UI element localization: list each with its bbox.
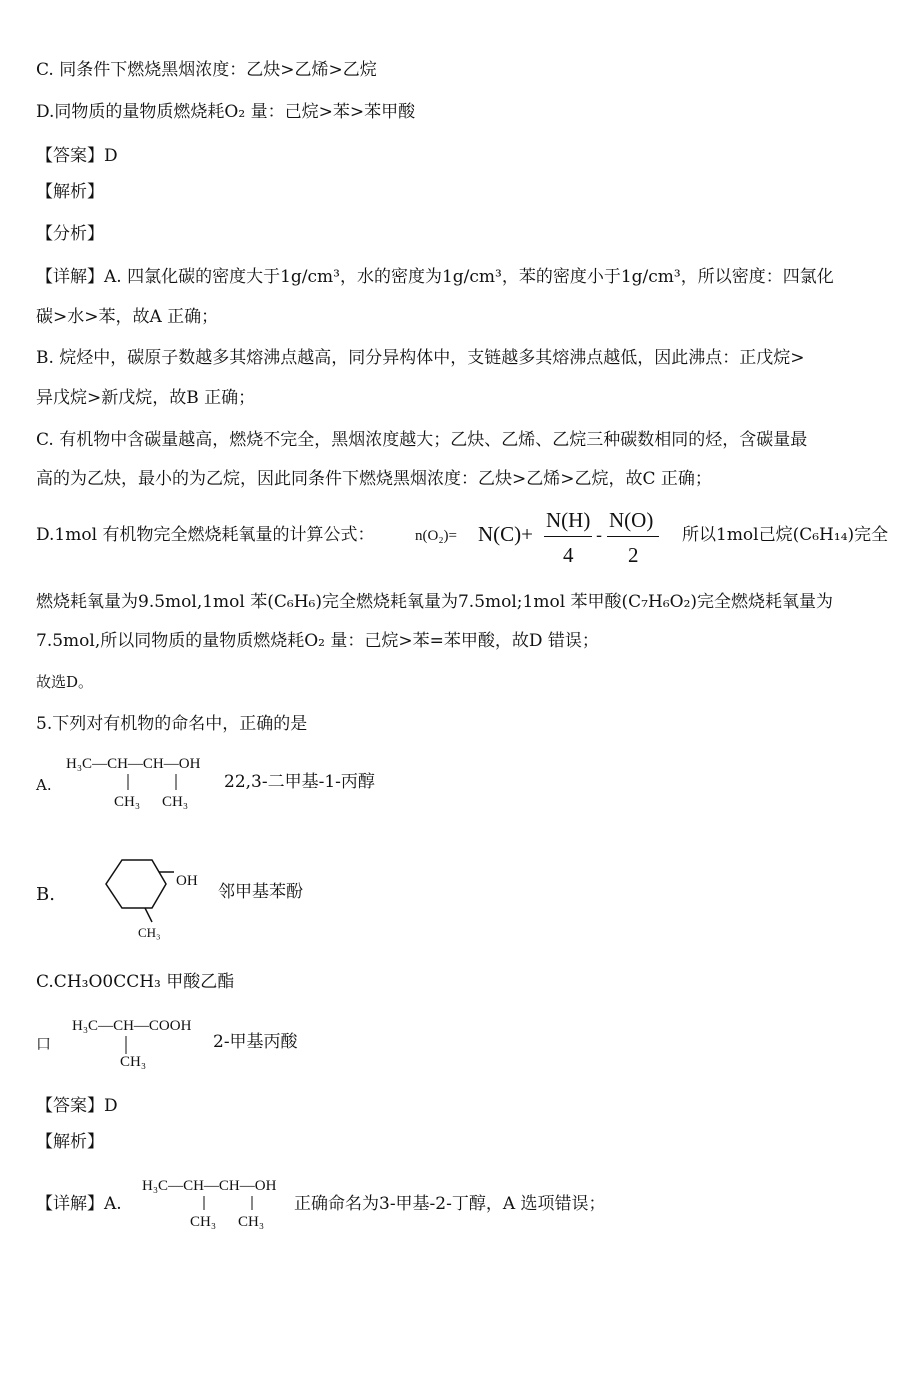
- methyl-1-text: CH₃: [114, 794, 141, 810]
- option-c-text: C. 同条件下燃烧黑烟浓度：乙炔>乙烯>乙烷: [36, 60, 377, 80]
- detail-b-line2: 异戊烷>新戊烷，故B 正确；: [36, 388, 256, 408]
- fenxi-heading: 【分析】: [36, 224, 104, 244]
- option-b-name: 邻甲基苯酚: [218, 882, 303, 902]
- detail-c-line2: 高的为乙炔，最小的为乙烷，因此同条件下燃烧黑烟浓度：乙炔>乙烯>乙烷，故C 正确；: [36, 469, 712, 489]
- methyl-2-text: CH₃: [162, 794, 189, 810]
- detail2-suffix: 正确命名为3-甲基-2-丁醇，A 选项错误；: [294, 1194, 606, 1214]
- chain-main-text: H₃C—CH—CH—OH: [66, 756, 201, 772]
- methyl-bond: [145, 908, 152, 922]
- analysis2-heading: 【解析】: [36, 1132, 104, 1152]
- detail2-structure: [138, 1172, 308, 1232]
- detail-d-suffix: 所以1mol己烷(C₆H₁₄)完全: [682, 525, 889, 545]
- oh-text: OH: [176, 873, 198, 889]
- question-5: 5.下列对有机物的命名中，正确的是: [36, 714, 308, 734]
- fraction-1-denominator: 4: [563, 543, 574, 567]
- formula-lhs: n(O₂)=: [415, 528, 458, 544]
- fraction-2-numerator: N(O): [609, 508, 654, 532]
- fraction-2-denominator: 2: [628, 543, 639, 567]
- option-a-label: A.: [36, 776, 52, 794]
- formula-nc: N(C)+: [478, 522, 534, 546]
- cyclohexane-ring: [106, 860, 166, 908]
- answer2-heading: 【答案】D: [36, 1096, 118, 1116]
- option-a-name: 22,3-二甲基-1-丙醇: [224, 772, 375, 792]
- detail2-prefix: 【详解】A.: [36, 1194, 122, 1214]
- option-d-structure: [68, 1012, 218, 1072]
- chain2-main-text: H₃C—CH—CH—OH: [142, 1178, 277, 1194]
- option-b-structure: [96, 850, 216, 940]
- option-a-structure: [62, 752, 232, 812]
- formula-minus: -: [596, 525, 603, 546]
- acid-methyl-text: CH₃: [120, 1054, 147, 1070]
- methyl-text: CH₃: [138, 925, 161, 940]
- option-d-label: 口: [36, 1035, 52, 1053]
- detail-d-line2: 燃烧耗氧量为9.5mol,1mol 苯(C₆H₆)完全燃烧耗氧量为7.5mol;1mol 苯甲酸(C₇H₆O₂)完全燃烧耗氧量为: [36, 592, 834, 612]
- detail-a-line1: 【详解】A. 四氯化碳的密度大于1g/cm³，水的密度为1g/cm³，苯的密度小于1g/cm³，所以密度：四氯化: [36, 267, 834, 287]
- option-b-label: B.: [36, 884, 55, 905]
- methyl2-1-text: CH₃: [190, 1214, 217, 1230]
- detail-d-line3: 7.5mol,所以同物质的量物质燃烧耗O₂ 量：己烷>苯=苯甲酸，故D 错误；: [36, 631, 599, 651]
- methyl2-2-text: CH₃: [238, 1214, 265, 1230]
- conclusion-text: 故选D。: [36, 673, 94, 691]
- detail-b-line1: B. 烷烃中，碳原子数越多其熔沸点越高，同分异构体中，支链越多其熔沸点越低，因此沸点：正戊烷>: [36, 348, 805, 368]
- option-d-text: D.同物质的量物质燃烧耗O₂ 量：己烷>苯>苯甲酸: [36, 102, 416, 122]
- option-c2-text: C.CH₃O0CCH₃ 甲酸乙酯: [36, 972, 235, 992]
- fraction-1-numerator: N(H): [546, 508, 591, 532]
- analysis-heading: 【解析】: [36, 182, 104, 202]
- option-d-name: 2-甲基丙酸: [213, 1032, 298, 1052]
- hydroxyl-bond: [96, 850, 152, 860]
- answer-heading: 【答案】D: [36, 146, 118, 166]
- acid-main-text: H₃C—CH—COOH: [72, 1018, 192, 1034]
- fraction-1-bar: [544, 536, 592, 537]
- fraction-2-bar: [607, 536, 659, 537]
- detail-d-prefix: D.1mol 有机物完全燃烧耗氧量的计算公式：: [36, 525, 375, 545]
- detail-a-line2: 碳>水>苯，故A 正确；: [36, 307, 219, 327]
- detail-c-line1: C. 有机物中含碳量越高，燃烧不完全，黑烟浓度越大；乙炔、乙烯、乙烷三种碳数相同的烃，含碳量最: [36, 430, 808, 450]
